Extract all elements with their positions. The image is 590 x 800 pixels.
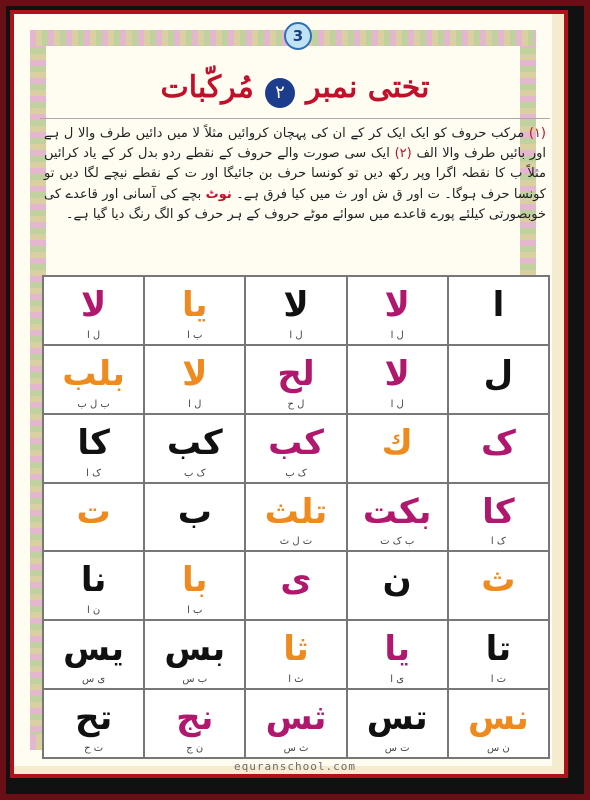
letter-word: با xyxy=(182,560,208,601)
letter-word: کب xyxy=(166,422,223,463)
letter-cell xyxy=(449,484,550,553)
letter-word: لا xyxy=(182,353,208,394)
letter-cell xyxy=(348,552,449,621)
letter-breakdown: ن ا xyxy=(86,605,101,617)
letter-breakdown: ل ا xyxy=(390,329,404,341)
letter-cell xyxy=(145,484,246,553)
letter-word: کا xyxy=(482,491,515,532)
letter-cell xyxy=(348,484,449,553)
letter-breakdown: ل ا xyxy=(289,329,303,341)
letter-breakdown: ب ا xyxy=(187,605,203,617)
letter-word: لا xyxy=(384,285,410,325)
letter-cell xyxy=(449,690,550,759)
letter-cell xyxy=(44,621,145,690)
letter-cell xyxy=(348,415,449,484)
letter-cell xyxy=(348,346,449,415)
letter-cell xyxy=(348,690,449,759)
letter-breakdown: ت س xyxy=(384,742,410,754)
letter-word: ا xyxy=(492,285,505,325)
letter-cell xyxy=(449,346,550,415)
letter-cell xyxy=(44,552,145,621)
letter-cell xyxy=(246,484,347,553)
letter-word: کب xyxy=(268,422,324,463)
letter-word: ی xyxy=(280,560,312,601)
letter-breakdown: ن ج xyxy=(186,742,204,754)
letter-breakdown: ل ا xyxy=(188,398,202,410)
note-label: نوٹ xyxy=(205,186,232,202)
letter-breakdown: ت ل ث xyxy=(279,536,313,548)
letter-word: بکت xyxy=(362,491,432,532)
letter-cell xyxy=(145,621,246,690)
letter-breakdown: ی س xyxy=(81,674,106,686)
letter-breakdown: ث س xyxy=(283,742,309,754)
letter-word: ث xyxy=(481,560,516,601)
letter-word: ب xyxy=(177,491,212,532)
letter-breakdown: ب ل ب xyxy=(77,398,110,410)
letter-word: ثا xyxy=(283,629,309,670)
title-left: تختی نمبر xyxy=(306,70,430,105)
letter-cell xyxy=(145,346,246,415)
letter-word: یس xyxy=(63,629,124,670)
title-right: مُرکّبات xyxy=(160,70,254,105)
letter-cell xyxy=(44,346,145,415)
letter-word: ثس xyxy=(265,698,327,739)
instruction-number-1: (۱) xyxy=(528,126,546,141)
letter-word: نا xyxy=(80,560,107,601)
letter-word: ن xyxy=(382,560,412,601)
letter-word: یا xyxy=(384,629,410,670)
letter-breakdown: ت ح xyxy=(84,742,104,754)
page-title xyxy=(40,70,550,108)
letter-word: تس xyxy=(366,698,428,739)
letter-cell xyxy=(44,690,145,759)
letter-cell xyxy=(449,621,550,690)
title-badge: ۲ xyxy=(265,78,295,108)
letter-breakdown: ل ا xyxy=(86,329,101,341)
letter-breakdown: ت ا xyxy=(490,674,507,686)
instruction-text-3: بچے کی آسانی اور قاعدے کی خوبصورتی کیلئے پورے قاعدے میں سوائے موٹے حروف کے ہر حرف کو الگ رنگ دیا گیا ہے۔ xyxy=(44,186,546,222)
letter-cell xyxy=(44,484,145,553)
letter-cell xyxy=(246,277,347,346)
letter-cell xyxy=(44,415,145,484)
letter-breakdown: ک ا xyxy=(86,467,102,479)
letter-word: لح xyxy=(277,353,315,394)
letter-word: تلث xyxy=(264,491,328,532)
letter-cell xyxy=(246,415,347,484)
letter-breakdown: ی ا xyxy=(390,674,405,686)
letter-cell xyxy=(449,552,550,621)
letter-word: ل xyxy=(483,353,514,394)
letter-breakdown: ب س xyxy=(182,674,208,686)
letter-breakdown: ک ب xyxy=(184,467,206,479)
watermark: equranschool.com xyxy=(234,760,356,773)
letter-word: نج xyxy=(176,698,214,739)
letter-word: یا xyxy=(182,285,208,325)
letter-word: بلب xyxy=(62,353,125,394)
letter-cell xyxy=(246,346,347,415)
letter-word: تح xyxy=(74,698,113,739)
letter-breakdown: ث ا xyxy=(288,674,304,686)
instruction-number-2: (۲) xyxy=(394,146,412,162)
letter-word: ك xyxy=(381,422,413,463)
letter-cell xyxy=(449,277,550,346)
letter-cell xyxy=(145,277,246,346)
letter-word: کا xyxy=(77,422,110,463)
letter-breakdown: ب ا xyxy=(187,329,203,341)
letter-cell xyxy=(44,277,145,346)
letter-cell xyxy=(348,277,449,346)
letter-breakdown: ک ا xyxy=(490,536,506,548)
letter-word: تا xyxy=(485,629,512,670)
letter-cell xyxy=(246,621,347,690)
letter-cell xyxy=(145,690,246,759)
letter-cell xyxy=(246,690,347,759)
letter-breakdown: ب ک ت xyxy=(380,536,415,548)
letter-word: ت xyxy=(76,491,111,532)
letter-word: بس xyxy=(164,629,226,670)
letter-word: لا xyxy=(384,353,410,394)
letter-word: نس xyxy=(467,698,529,739)
letter-cell xyxy=(348,621,449,690)
letter-breakdown: ل ا xyxy=(390,398,404,410)
letter-breakdown: ن س xyxy=(487,742,510,754)
letter-cell xyxy=(145,552,246,621)
letter-word: ک xyxy=(480,422,516,463)
letter-breakdown: ک ب xyxy=(285,467,307,479)
letter-cell xyxy=(246,552,347,621)
letter-word: لا xyxy=(80,285,107,325)
letter-grid xyxy=(42,275,550,759)
letter-cell xyxy=(449,415,550,484)
instruction-text-1: مرکب حروف کو ایک ایک کر کے ان کی پہچان کروائیں مثلاً لا میں دائیں طرف والا ل ہے اور بائیں طرف والا الف xyxy=(44,126,546,162)
letter-cell xyxy=(145,415,246,484)
letter-word: لا xyxy=(283,285,309,325)
page-number: 3 xyxy=(284,22,312,50)
letter-breakdown: ل ح xyxy=(287,398,305,410)
instructions-paragraph xyxy=(44,124,546,225)
title-rule xyxy=(40,118,550,119)
instruction-text-2: ایک سی صورت والے حروف کے نقطے ردو بدل کر کے یاد کرائیں مثلاً ب کا نقطہ اگرا وپر رکھ دیں تو کونسا حرف بن جائیگا اور ت کے نقطے نیچے لگا دیں تو کونسا حرف ہوگا۔ ت اور ق ش اور ث میں کیا فرق ہے۔ xyxy=(44,146,546,202)
